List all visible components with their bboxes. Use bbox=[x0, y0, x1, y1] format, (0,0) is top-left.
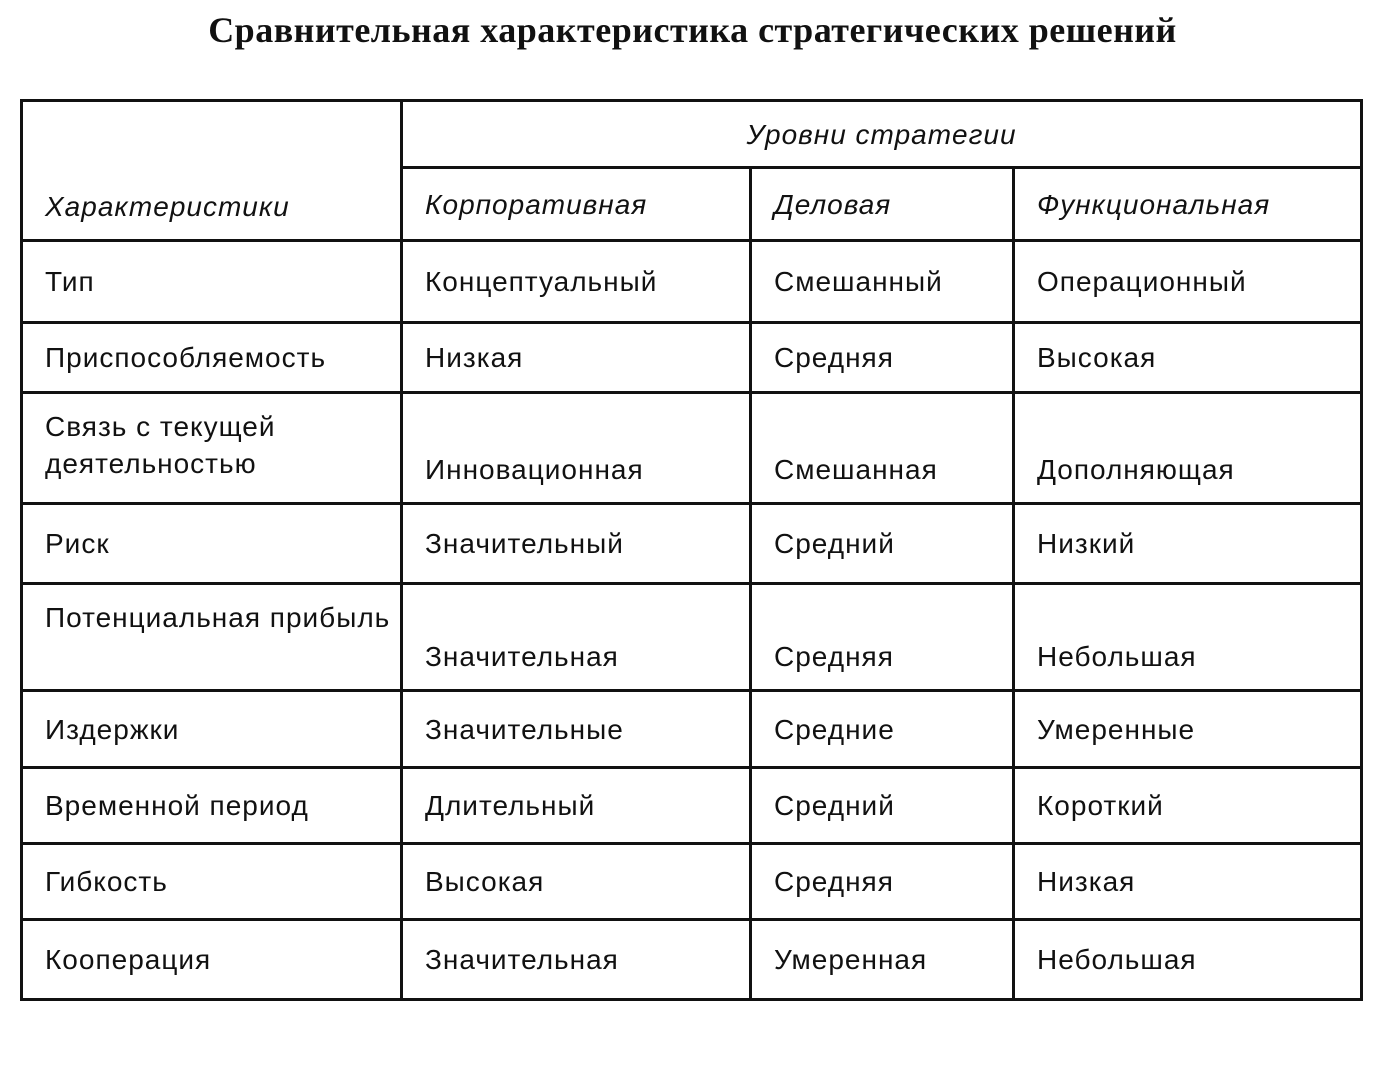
cell-business: Смешанный bbox=[751, 241, 1014, 323]
cell-corporate: Низкая bbox=[402, 323, 751, 393]
cell-business: Средняя bbox=[751, 584, 1014, 691]
cell-corporate: Значительные bbox=[402, 691, 751, 768]
cell-business: Умеренная bbox=[751, 920, 1014, 1000]
row-label: Приспособляемость bbox=[22, 323, 402, 393]
cell-functional: Высокая bbox=[1014, 323, 1362, 393]
cell-functional: Небольшая bbox=[1014, 920, 1362, 1000]
cell-business: Средняя bbox=[751, 844, 1014, 920]
table-row bbox=[22, 584, 1362, 691]
page-title: Сравнительная характеристика стратегических решений bbox=[208, 10, 1177, 50]
table-row bbox=[22, 844, 1362, 920]
row-label: Тип bbox=[22, 241, 402, 323]
column-header-business: Деловая bbox=[751, 168, 1014, 241]
cell-functional: Короткий bbox=[1014, 768, 1362, 844]
comparison-table bbox=[20, 99, 1363, 1001]
cell-corporate: Высокая bbox=[402, 844, 751, 920]
table-row bbox=[22, 768, 1362, 844]
cell-corporate: Инновационная bbox=[402, 393, 751, 504]
cell-corporate: Значительный bbox=[402, 504, 751, 584]
table-row bbox=[22, 691, 1362, 768]
cell-functional: Дополняющая bbox=[1014, 393, 1362, 504]
cell-business: Средняя bbox=[751, 323, 1014, 393]
cell-business: Средние bbox=[751, 691, 1014, 768]
cell-business: Средний bbox=[751, 504, 1014, 584]
cell-business: Средний bbox=[751, 768, 1014, 844]
row-label: Связь с текущей деятельностью bbox=[22, 393, 402, 504]
cell-corporate: Значительная bbox=[402, 920, 751, 1000]
row-label: Гибкость bbox=[22, 844, 402, 920]
row-label: Кооперация bbox=[22, 920, 402, 1000]
cell-functional: Низкая bbox=[1014, 844, 1362, 920]
row-label: Временной период bbox=[22, 768, 402, 844]
column-header-functional: Функциональная bbox=[1014, 168, 1362, 241]
table-row bbox=[22, 323, 1362, 393]
table-row bbox=[22, 393, 1362, 504]
characteristics-header: Характеристики bbox=[22, 101, 402, 241]
cell-business: Смешанная bbox=[751, 393, 1014, 504]
row-label: Издержки bbox=[22, 691, 402, 768]
table-row bbox=[22, 504, 1362, 584]
column-header-corporate: Корпоративная bbox=[402, 168, 751, 241]
cell-functional: Операционный bbox=[1014, 241, 1362, 323]
cell-corporate: Концептуальный bbox=[402, 241, 751, 323]
cell-functional: Умеренные bbox=[1014, 691, 1362, 768]
row-label: Потенциальная прибыль bbox=[22, 584, 402, 691]
cell-corporate: Значительная bbox=[402, 584, 751, 691]
row-label: Риск bbox=[22, 504, 402, 584]
cell-corporate: Длительный bbox=[402, 768, 751, 844]
table-header-row bbox=[22, 101, 1362, 168]
cell-functional: Низкий bbox=[1014, 504, 1362, 584]
table-row bbox=[22, 920, 1362, 1000]
strategy-levels-header: Уровни стратегии bbox=[402, 101, 1362, 168]
table-row bbox=[22, 241, 1362, 323]
cell-functional: Небольшая bbox=[1014, 584, 1362, 691]
